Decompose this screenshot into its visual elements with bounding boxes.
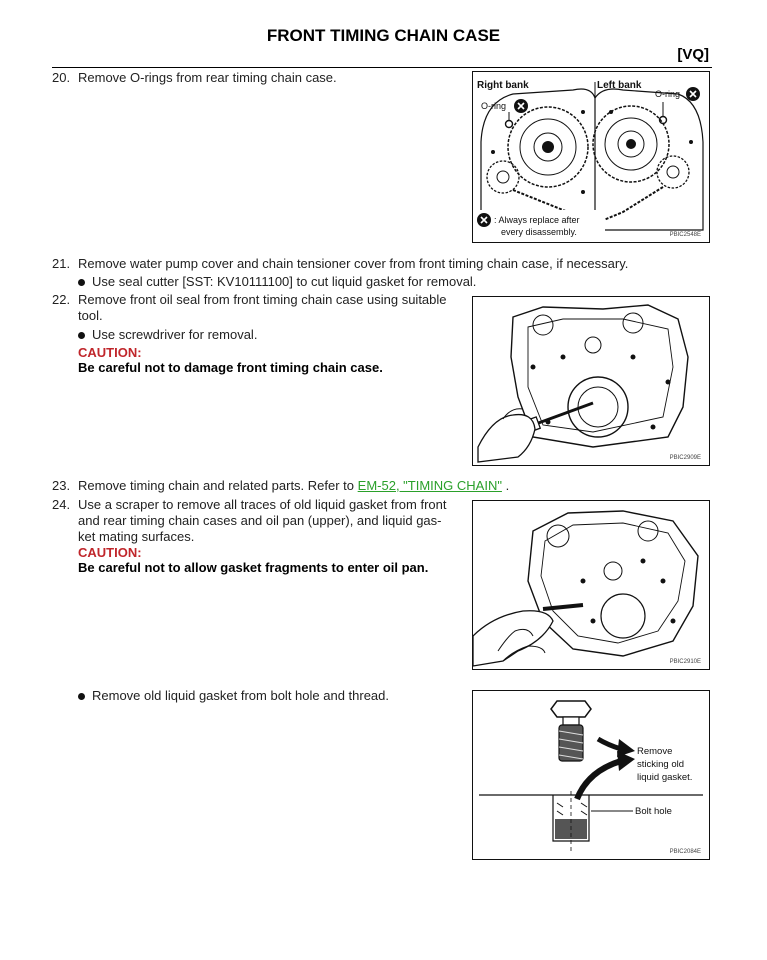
figure-code: PBIC2084E [669,849,701,855]
bullet-dot-icon [78,279,85,286]
step-text: Remove O-rings from rear timing chain case. [78,70,337,85]
remove-label-line-2: sticking old [637,759,684,770]
figure-code: PBIC2548E [669,232,701,238]
section-tag: [VQ] [677,46,709,63]
figure-scraper-drawing [473,501,709,669]
step-text-line-1: Remove front oil seal from front timing chain case using suitable [78,292,447,307]
bullet-text: Remove old liquid gasket from bolt hole and thread. [92,688,390,703]
remove-label-line-3: liquid gasket. [637,772,693,783]
caution-label: CAUTION: [78,545,142,560]
bullet-dot-icon [78,332,85,339]
figure-oil-seal-removal [472,296,710,466]
caution-text: Be careful not to damage front timing chain case. [78,360,383,375]
figure-bolt-hole-drawing [473,691,709,859]
step-23 [52,478,672,496]
page-title: FRONT TIMING CHAIN CASE [266,26,501,45]
figure-code: PBIC2910E [669,659,701,665]
step-number: 21. [52,256,71,271]
replace-note-line-2: every disassembly. [501,227,577,237]
header-rule [52,67,712,68]
step-22 [52,292,467,326]
step-number: 24. [52,497,71,512]
step-24 [52,497,467,547]
remove-label-line-1: Remove [637,746,673,757]
bullet-text: Use seal cutter [SST: KV10111100] to cut liquid gasket for removal. [92,274,477,289]
o-ring-label-right: O-ring [655,89,681,99]
bullet-bolt-hole [78,688,418,706]
step-number: 23. [52,478,71,493]
step-text: Remove timing chain and related parts. Refer to [78,478,355,493]
step-text-end: . [505,478,510,493]
figure-o-rings [472,71,710,243]
bullet-text: Use screwdriver for removal. [92,327,258,342]
step-text-line-2: tool. [78,308,103,323]
figure-o-rings-drawing [473,72,709,242]
right-bank-label: Right bank [477,80,529,91]
bullet-screwdriver [78,327,378,345]
step-text: Remove water pump cover and chain tensioner cover from front timing chain case, if necessary. [78,256,629,271]
o-ring-label-left: O-ring [481,101,507,111]
step-20 [52,70,462,88]
figure-scraper [472,500,710,670]
step-text-line-1: Use a scraper to remove all traces of old liquid gasket from front [78,497,447,512]
step-text-line-2: and rear timing chain cases and oil pan (upper), and liquid gas- [78,513,442,528]
figure-code: PBIC2909E [669,455,701,461]
step-number: 20. [52,70,71,85]
bullet-seal-cutter [78,274,528,292]
step-21 [52,256,692,274]
replace-note-line-1: : Always replace after [494,215,580,225]
left-bank-label: Left bank [597,80,642,91]
figure-oil-seal-drawing [473,297,709,465]
bullet-dot-icon [78,693,85,700]
x-circle-icon [686,87,700,101]
caution-label: CAUTION: [78,345,142,360]
x-circle-icon [477,213,491,227]
timing-chain-link[interactable]: EM-52, "TIMING CHAIN" [357,478,502,493]
figure-bolt-hole [472,690,710,860]
x-circle-icon [514,99,528,113]
bolt-hole-label: Bolt hole [635,806,672,817]
step-text-container [78,478,509,494]
step-number: 22. [52,292,71,307]
step-text-line-3: ket mating surfaces. [78,529,195,544]
caution-text: Be careful not to allow gasket fragments to enter oil pan. [78,560,429,575]
